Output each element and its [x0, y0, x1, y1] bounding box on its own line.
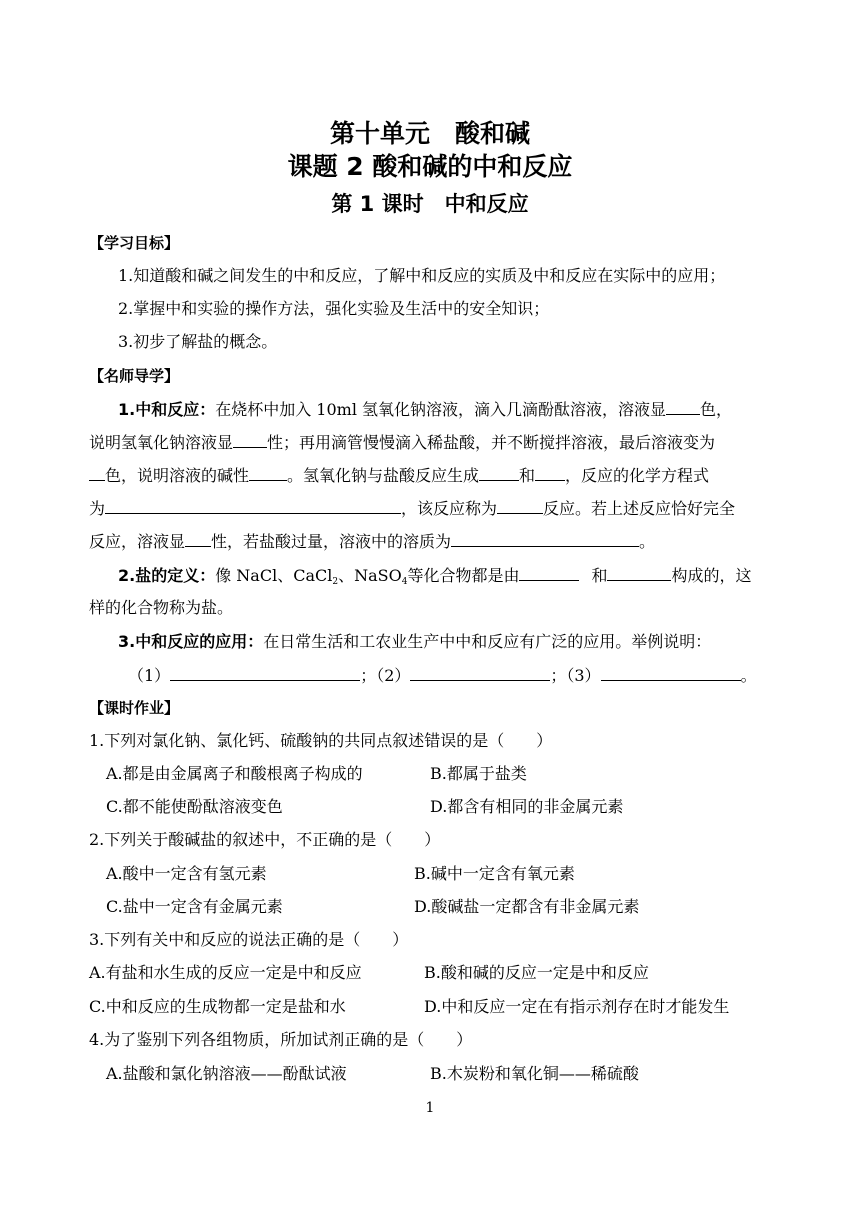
paragraph-text: 和	[591, 566, 608, 585]
question-stem: 2.下列关于酸碱盐的叙述中，不正确的是（ ）	[89, 830, 441, 849]
paragraph-text: 。氢氧化钠与盐酸反应生成	[287, 466, 480, 485]
paragraph-text: 色，	[700, 400, 733, 419]
paragraph-text: ，该反应称为	[401, 499, 498, 518]
option-d[interactable]: D.中和反应一定在有指示剂存在时才能发生	[424, 997, 730, 1016]
question-stem: 4.为了鉴别下列各组物质，所加试剂正确的是（ ）	[89, 1030, 473, 1049]
application-line	[118, 632, 711, 652]
homework-heading: 【课时作业】	[89, 699, 180, 717]
fill-blank[interactable]	[535, 465, 565, 481]
neutralization-paragraph-line	[89, 498, 735, 519]
fill-blank[interactable]	[479, 465, 519, 481]
option-b[interactable]: B.酸和碱的反应一定是中和反应	[424, 963, 649, 982]
option-c[interactable]: C.盐中一定含有金属元素	[106, 897, 283, 916]
option-a[interactable]: A.都是由金属离子和酸根离子构成的	[106, 764, 363, 783]
section-label: 2.盐的定义：	[118, 566, 216, 585]
paragraph-text: 反应。若上述反应恰好完全	[543, 499, 736, 518]
neutralization-paragraph-line	[118, 399, 732, 420]
fill-blank[interactable]	[105, 498, 401, 514]
option-c[interactable]: C.都不能使酚酞溶液变色	[106, 797, 283, 816]
page-number: 1	[425, 1100, 435, 1116]
paragraph-text: 和	[519, 466, 536, 485]
unit-title: 第十单元 酸和碱	[329, 119, 530, 148]
paragraph-text: 像 NaCl、CaCl	[215, 566, 333, 585]
option-b[interactable]: B.碱中一定含有氧元素	[414, 864, 575, 883]
option-a[interactable]: A.酸中一定含有氢元素	[106, 864, 267, 883]
application-examples	[128, 665, 757, 686]
fill-blank[interactable]	[666, 399, 700, 415]
paragraph-text: 为	[89, 499, 106, 518]
option-b[interactable]: B.木炭粉和氧化铜——稀硫酸	[430, 1064, 639, 1083]
neutralization-paragraph-line	[89, 465, 709, 486]
option-a[interactable]: A.有盐和水生成的反应一定是中和反应	[89, 963, 362, 982]
fill-blank[interactable]	[519, 565, 579, 581]
fill-blank[interactable]	[607, 565, 671, 581]
paragraph-text: ，反应的化学方程式	[565, 466, 710, 485]
salt-definition-line: 样的化合物称为盐。	[89, 598, 234, 617]
paragraph-text: 性；再用滴管慢慢滴入稀盐酸，并不断搅拌溶液，最后溶液变为	[267, 433, 716, 452]
fill-blank[interactable]	[233, 432, 267, 448]
fill-blank[interactable]	[601, 665, 741, 681]
option-a[interactable]: A.盐酸和氯化钠溶液——酚酞试液	[106, 1064, 347, 1083]
example-number: （1）	[128, 666, 171, 685]
question-stem: 3.下列有关中和反应的说法正确的是（ ）	[89, 930, 409, 949]
fill-blank[interactable]	[170, 665, 360, 681]
paragraph-text: 在烧杯中加入 10ml 氢氧化钠溶液，滴入几滴酚酞溶液，溶液显	[215, 400, 667, 419]
goal-item: 1.知道酸和碱之间发生的中和反应，了解中和反应的实质及中和反应在实际中的应用；	[118, 266, 726, 285]
goals-heading: 【学习目标】	[89, 234, 180, 252]
neutralization-paragraph-line	[89, 432, 715, 453]
section-label: 3.中和反应的应用：	[118, 632, 264, 651]
fill-blank[interactable]	[497, 498, 543, 514]
fill-blank[interactable]	[249, 465, 287, 481]
fill-blank[interactable]	[89, 465, 105, 481]
paragraph-text: 性，若盐酸过量，溶液中的溶质为	[211, 532, 452, 551]
paragraph-text: 在日常生活和工农业生产中中和反应有广泛的应用。举例说明：	[263, 632, 712, 651]
paragraph-text: 构成的，这	[671, 566, 752, 585]
example-number: ；（3）	[550, 666, 601, 685]
option-b[interactable]: B.都属于盐类	[430, 764, 527, 783]
paragraph-text: 反应，溶液显	[89, 532, 186, 551]
section-label: 1.中和反应：	[118, 400, 216, 419]
subscript: 2	[332, 577, 339, 587]
salt-definition-line	[118, 565, 752, 592]
paragraph-text: 、NaSO	[338, 566, 402, 585]
paragraph-text: 说明氢氧化钠溶液显	[89, 433, 234, 452]
paragraph-text: 色，说明溶液的碱性	[105, 466, 250, 485]
paragraph-text: 等化合物都是由	[407, 566, 520, 585]
question-stem: 1.下列对氯化钠、氯化钙、硫酸钠的共同点叙述错误的是（ ）	[89, 731, 553, 750]
fill-blank[interactable]	[185, 531, 211, 547]
option-d[interactable]: D.酸碱盐一定都含有非金属元素	[414, 897, 640, 916]
subscript: 4	[401, 577, 408, 587]
fill-blank[interactable]	[410, 665, 550, 681]
option-c[interactable]: C.中和反应的生成物都一定是盐和水	[89, 997, 346, 1016]
lesson-title: 第 1 课时 中和反应	[331, 192, 529, 216]
neutralization-paragraph-line	[89, 531, 655, 552]
topic-title: 课题 2 酸和碱的中和反应	[287, 152, 573, 181]
paragraph-text: 。	[639, 532, 656, 551]
fill-blank[interactable]	[451, 531, 639, 547]
example-number: ；（2）	[360, 666, 411, 685]
option-d[interactable]: D.都含有相同的非金属元素	[430, 797, 624, 816]
paragraph-text: 。	[740, 666, 757, 685]
guide-heading: 【名师导学】	[89, 367, 180, 385]
goal-item: 3.初步了解盐的概念。	[118, 332, 278, 351]
goal-item: 2.掌握中和实验的操作方法，强化实验及生活中的安全知识；	[118, 299, 550, 318]
